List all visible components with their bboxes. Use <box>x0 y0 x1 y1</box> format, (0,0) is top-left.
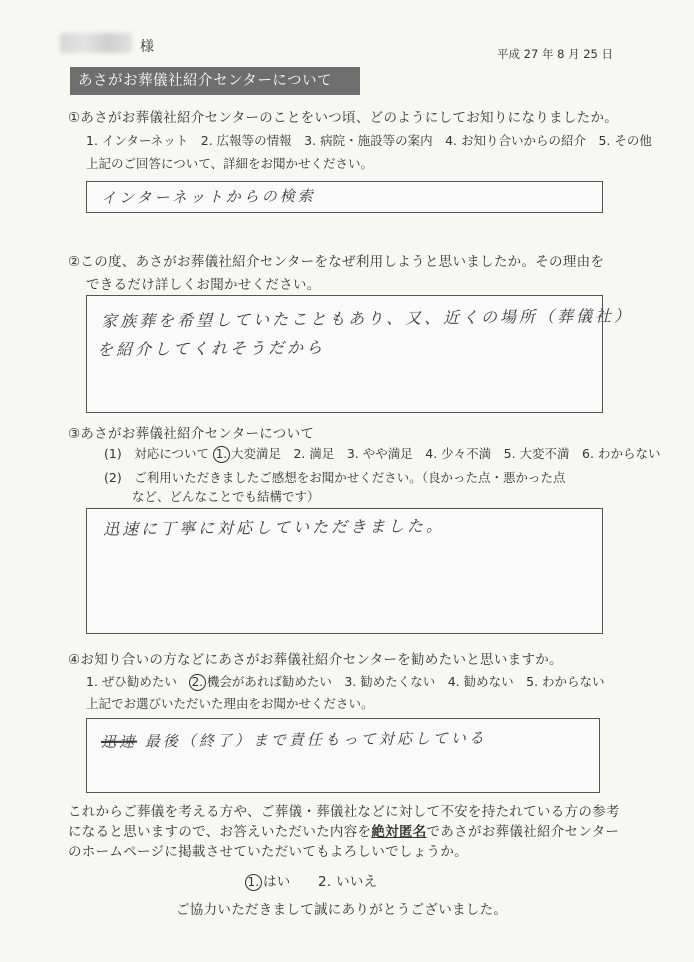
selected-circle-icon[interactable]: 1. <box>213 446 230 463</box>
survey-date: 平成 27 年 8 月 25 日 <box>497 47 614 61</box>
q1-answer: インターネットからの検索 <box>100 186 316 208</box>
thanks-message: ご協力いただきまして誠にありがとうございました。 <box>176 902 508 918</box>
closing-line2 <box>68 820 619 840</box>
q4-option1: 1. ぜひ勧めたい <box>86 674 177 689</box>
survey-title: あさがお葬儀社紹介センターについて <box>70 67 360 95</box>
q4-question: ④お知り合いの方などにあさがお葬儀社紹介センターを勧めたいと思いますか。 <box>68 652 563 668</box>
q4-followup: 上記でお選びいただいた理由をお聞かせください。 <box>86 696 374 711</box>
q4-answer-struck: 迅速 <box>100 732 138 752</box>
q3-sub2-line1: (2) ご利用いただきましたご感想をお聞かせください。（良かった点・悪かった点 <box>104 470 566 485</box>
selected-circle-icon[interactable]: 1. <box>245 874 262 891</box>
consent-yes-label: はい <box>263 874 291 890</box>
q1-followup: 上記のご回答について、詳細をお聞かせください。 <box>86 156 374 171</box>
selected-circle-icon[interactable]: 2. <box>189 674 206 691</box>
redacted-name <box>60 33 132 53</box>
q2-answer-line2: を紹介してくれそうだから <box>96 337 326 360</box>
q1-question: ①あさがお葬儀社紹介センターのことをいつ頃、どのようにしてお知りになりましたか。 <box>68 110 619 126</box>
closing-line3: のホームページに掲載させていただいてもよろしいでしょうか。 <box>68 844 468 860</box>
q3-answer: 迅速に丁寧に対応していただきました。 <box>102 516 446 539</box>
closing-line2-pre: になると思いますので、お答えいただいた内容を <box>68 824 372 840</box>
honorific: 様 <box>140 39 154 55</box>
consent-no[interactable]: 2. いいえ <box>318 874 378 890</box>
q3-sub1-options: 大変満足 2. 満足 3. やや満足 4. 少々不満 5. 大変不満 6. わからない <box>230 446 661 461</box>
consent-yes[interactable] <box>245 870 291 891</box>
q4-answer: 最後（終了）まで責任もって対応している <box>144 728 487 751</box>
closing-line1: これからご葬儀を考える方や、ご葬儀・葬儀社などに対して不安を持たれている方の参考 <box>68 804 620 820</box>
q1-answer-box[interactable] <box>86 181 603 213</box>
q3-satisfaction-row <box>104 444 660 463</box>
q3-answer-box[interactable] <box>86 508 603 634</box>
q4-option2-rest: 機会があれば勧めたい 3. 勧めたくない 4. 勧めない 5. わからない <box>206 674 605 689</box>
q4-answer-row <box>101 727 487 752</box>
anonymous-emphasis: 絶対匿名 <box>371 824 427 840</box>
q2-question-line1: ②この度、あさがお葬儀社紹介センターをなぜ利用しようと思いましたか。その理由を <box>68 254 605 270</box>
q2-answer-line1: 家族葬を希望していたこともあり、又、近くの場所（葬儀社） <box>100 306 634 331</box>
q2-answer-box[interactable] <box>86 295 634 413</box>
q2-question-line2: できるだけ詳しくお聞かせください。 <box>86 277 321 293</box>
q3-question: ③あさがお葬儀社紹介センターについて <box>68 426 315 442</box>
closing-line2-post: であさがお葬儀社紹介センター <box>426 824 620 840</box>
q4-answer-box[interactable] <box>86 718 600 793</box>
q4-options-row <box>86 672 605 691</box>
q3-sub2-line2: など、どんなことでも結構です） <box>132 489 320 504</box>
q3-sub1-label: (1) 対応について <box>104 446 209 461</box>
q1-options: 1. インターネット 2. 広報等の情報 3. 病院・施設等の案内 4. お知り合いからの紹介 5. その他 <box>86 133 652 148</box>
